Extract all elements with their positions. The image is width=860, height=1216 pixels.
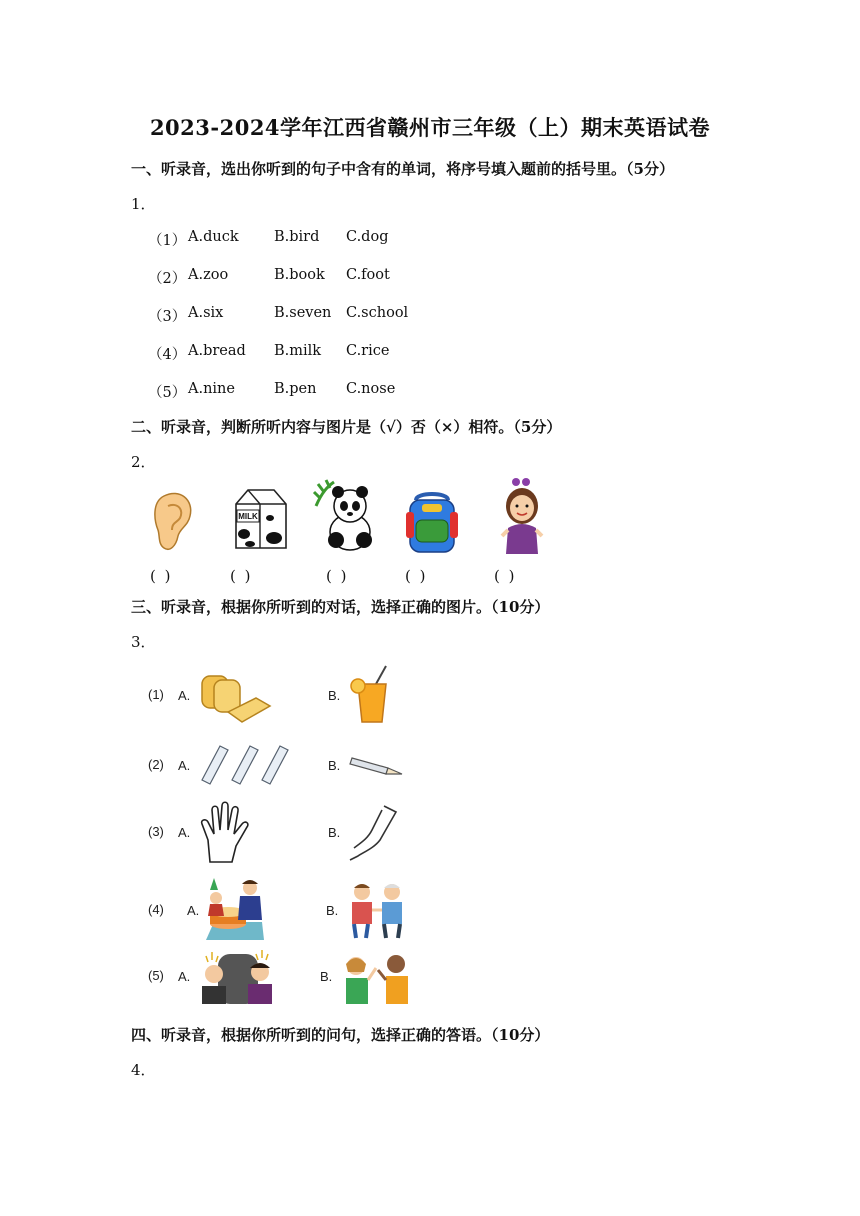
option-b-label: B. (328, 825, 341, 840)
option-b: B.book (274, 267, 325, 283)
q3-row-number: (2) (148, 757, 164, 772)
answer-paren: ( ) (150, 567, 173, 585)
option-c: C.foot (346, 267, 390, 283)
answer-paren: ( ) (494, 567, 517, 585)
option-b: B.milk (274, 343, 322, 359)
option-b: B.pen (274, 381, 317, 397)
question-3-number: 3． (131, 633, 156, 651)
panda-icon (312, 478, 378, 552)
birthday-cake-icon (204, 876, 266, 942)
option-a-label: A. (178, 969, 191, 984)
question-2-number: 2． (131, 453, 156, 471)
option-b: B.bird (274, 229, 320, 245)
answer-paren: ( ) (230, 567, 253, 585)
pencil-icon (348, 752, 404, 778)
leg-icon (344, 804, 400, 862)
page-title: 2023-2024学年江西省赣州市三年级（上）期末英语试卷 (149, 115, 711, 140)
option-a: A.nine (188, 381, 235, 397)
hand-icon (198, 800, 254, 864)
question-4-number: 4． (131, 1061, 156, 1079)
dark-scene-icon (200, 946, 276, 1004)
option-b: B.seven (274, 305, 332, 321)
answer-paren: ( ) (326, 567, 349, 585)
q3-row-number: (4) (148, 902, 164, 917)
option-b-label: B. (326, 903, 339, 918)
option-b-label: B. (328, 758, 341, 773)
backpack-icon (402, 490, 462, 554)
q1-row-number: （4） (148, 347, 187, 363)
option-a: A.zoo (188, 267, 229, 283)
section-1-heading: 一、听录音，选出你听到的句子中含有的单词，将序号填入题前的括号里。（5分） (131, 160, 674, 178)
option-b-label: B. (328, 688, 341, 703)
option-a-label: A. (187, 903, 200, 918)
milk-label: MILK (238, 512, 258, 521)
boys-greeting-icon (344, 880, 410, 940)
q3-row-number: (5) (148, 968, 164, 983)
bread-icon (198, 668, 274, 724)
crayons-icon (198, 740, 294, 784)
option-c: C.rice (346, 343, 390, 359)
option-a-label: A. (178, 825, 191, 840)
q1-row-number: （1） (148, 233, 187, 249)
option-a: A.duck (188, 229, 239, 245)
option-b-label: B. (320, 969, 333, 984)
milk-carton-icon (230, 486, 292, 552)
section-4-heading: 四、听录音，根据你所听到的问句，选择正确的答语。（10分） (131, 1026, 550, 1044)
answer-paren: ( ) (405, 567, 428, 585)
q1-row-number: （3） (148, 309, 187, 325)
children-waving-icon (340, 952, 412, 1004)
ear-icon (150, 490, 196, 554)
option-a: A.six (188, 305, 224, 321)
juice-icon (350, 664, 394, 724)
girl-icon (494, 476, 550, 554)
option-c: C.nose (346, 381, 396, 397)
q1-row-number: （2） (148, 271, 187, 287)
section-2-heading: 二、听录音，判断所听内容与图片是（√）否（×）相符。（5分） (131, 418, 562, 436)
option-c: C.school (346, 305, 409, 321)
section-3-heading: 三、听录音，根据你所听到的对话，选择正确的图片。（10分） (131, 598, 550, 616)
q1-row-number: （5） (148, 385, 187, 401)
option-a-label: A. (178, 758, 191, 773)
option-a-label: A. (178, 688, 191, 703)
option-c: C.dog (346, 229, 389, 245)
question-1-number: 1． (131, 195, 156, 213)
q3-row-number: (3) (148, 824, 164, 839)
q3-row-number: (1) (148, 687, 164, 702)
option-a: A.bread (188, 343, 246, 359)
